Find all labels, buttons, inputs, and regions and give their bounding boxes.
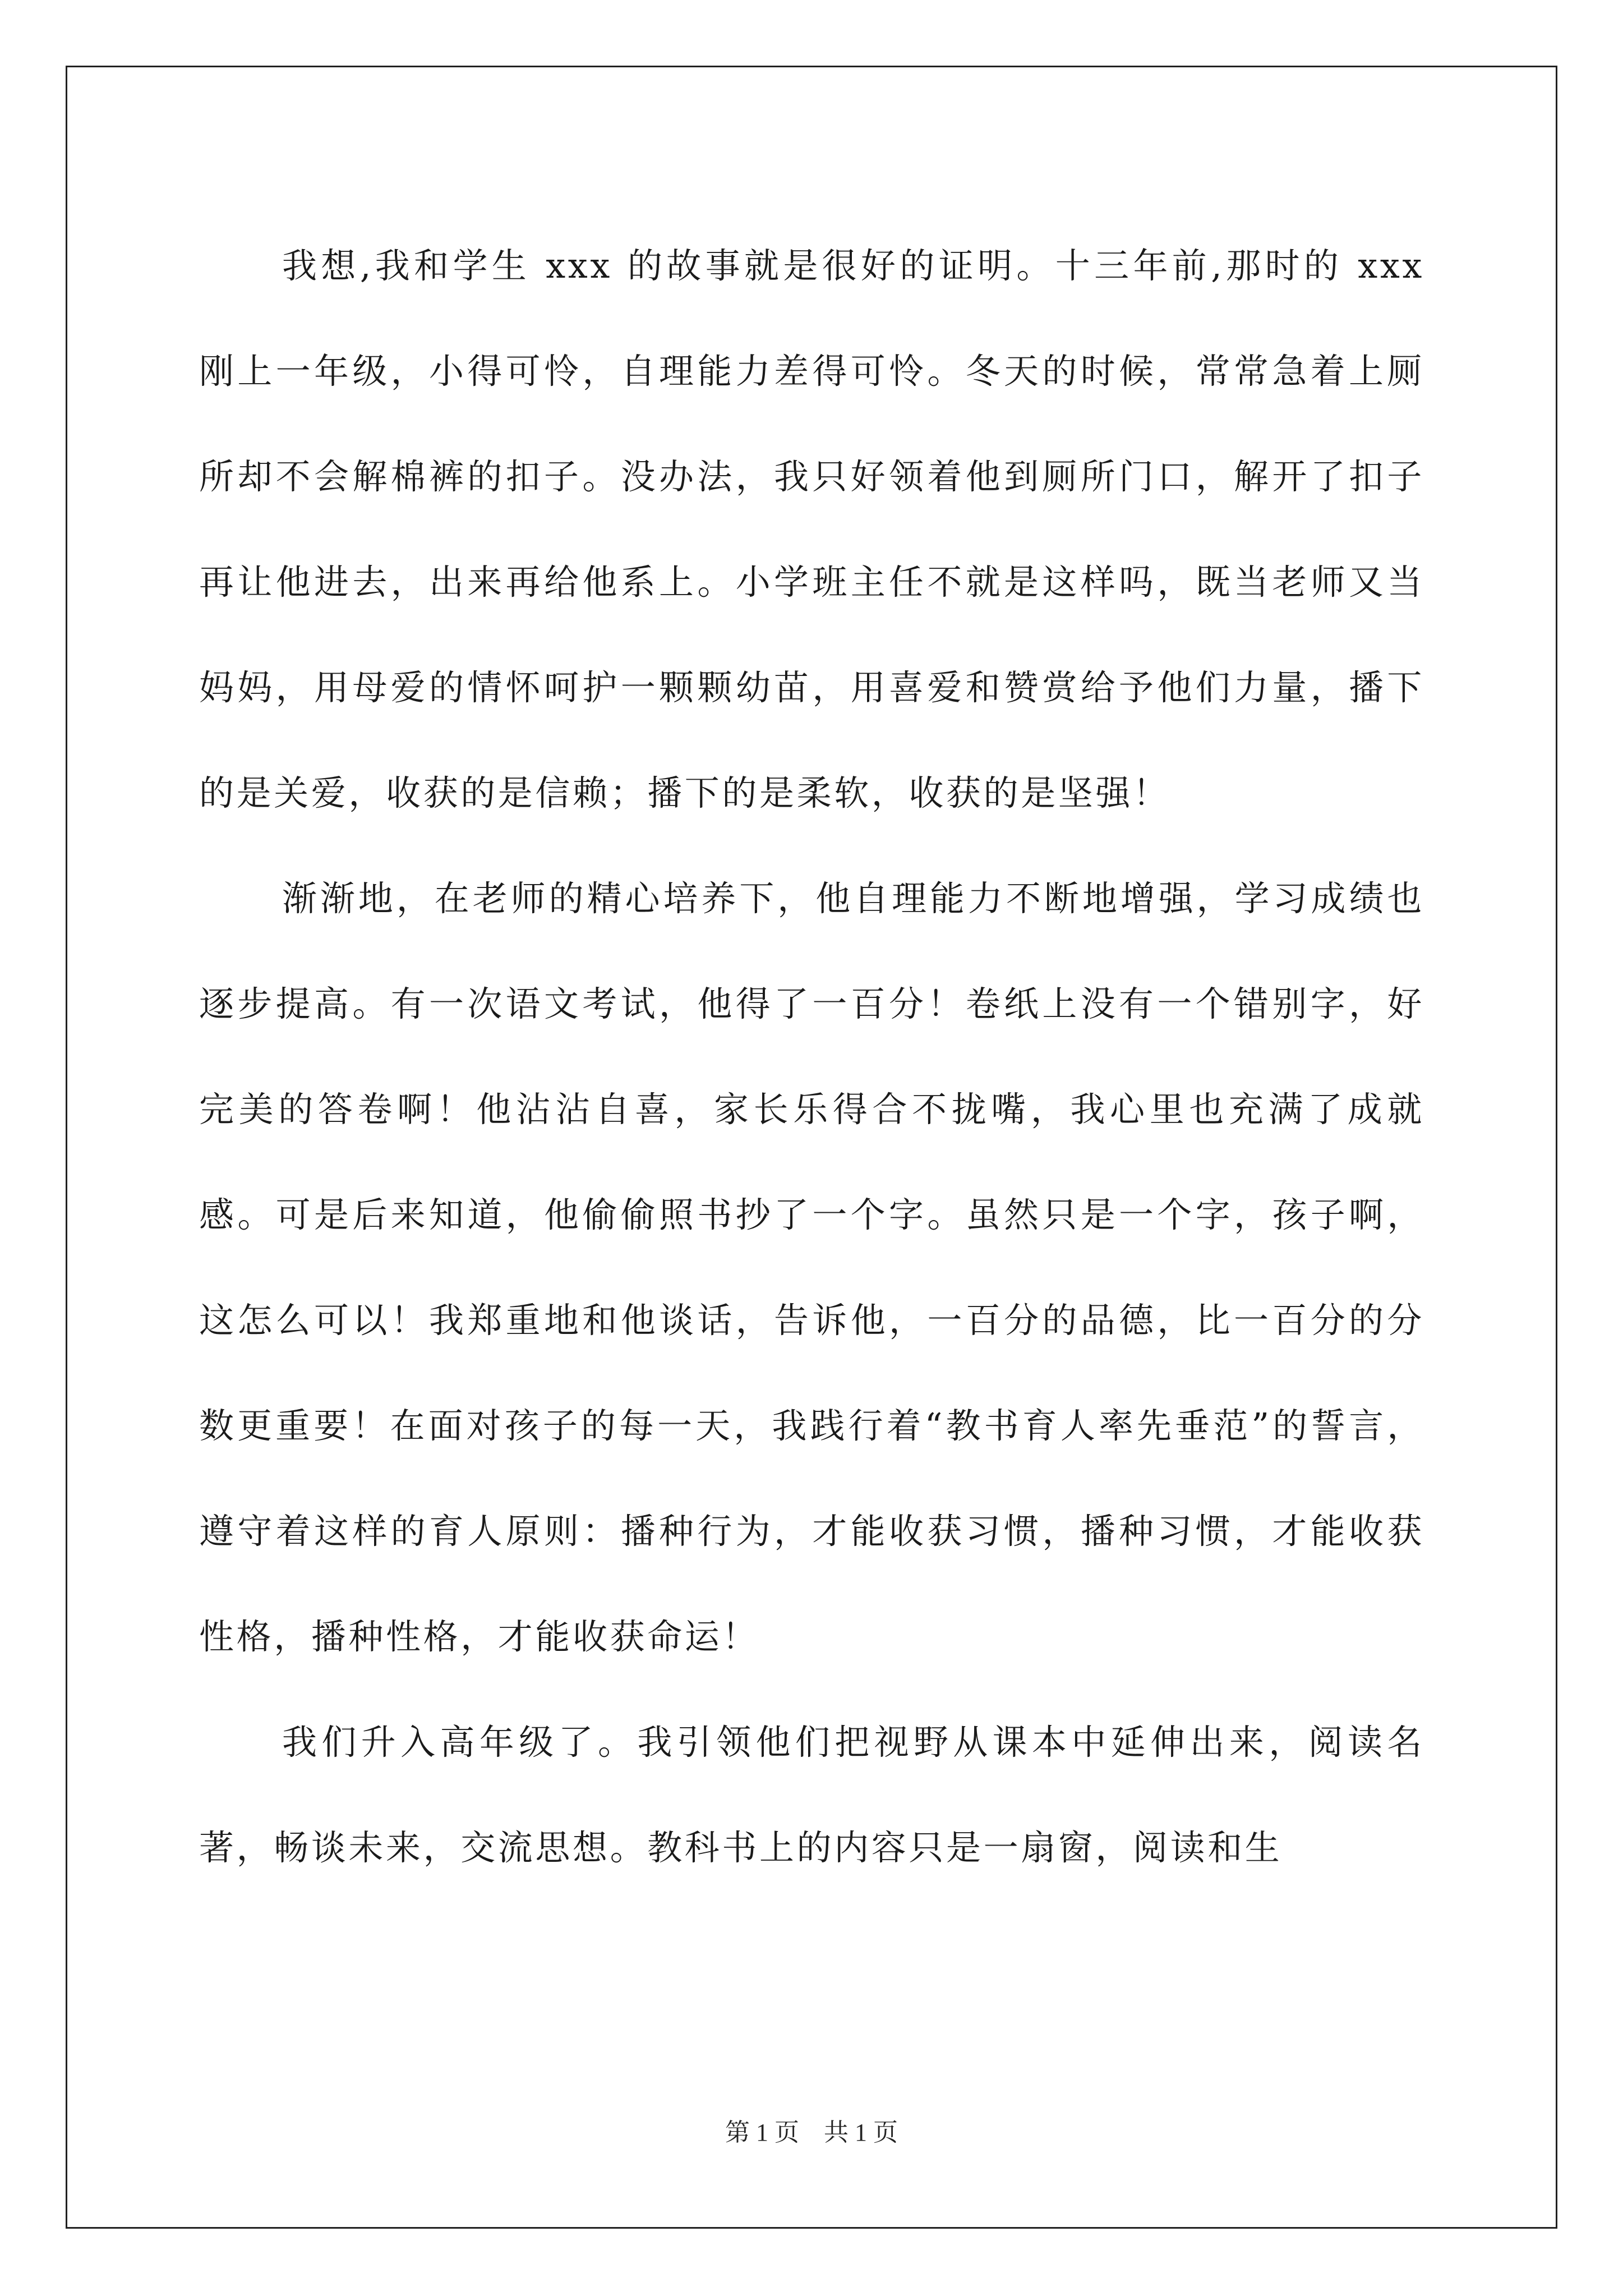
document-body xyxy=(199,213,1424,1901)
paragraph-3: 我们升入高年级了。我引领他们把视野从课本中延伸出来，阅读名著，畅谈未来，交流思想。教科书上的内容只是一扇窗，阅读和生 xyxy=(199,1722,1424,1868)
page-number: 第 1 页 xyxy=(725,2119,799,2146)
page-footer xyxy=(0,2112,1623,2148)
page-total: 共 1 页 xyxy=(824,2119,898,2146)
paragraph-1: 我想,我和学生 xxx 的故事就是很好的证明。十三年前,那时的 xxx 刚上一年级，小得可怜，自理能力差得可怜。冬天的时候，常常急着上厕所却不会解棉裤的扣子。没办法，我只好领着他到厕所门口，解开了扣子再让他进去，出来再给他系上。小学班主任不就是这样吗，既当老师又当妈妈，用母爱的情怀呵护一颗颗幼苗，用喜爱和赞赏给予他们力量，播下的是关爱，收获的是信赖；播下的是柔软，收获的是坚强！ xyxy=(199,245,1424,813)
paragraph-2: 渐渐地，在老师的精心培养下，他自理能力不断地增强，学习成绩也逐步提高。有一次语文考试，他得了一百分！卷纸上没有一个错别字，好完美的答卷啊！他沾沾自喜，家长乐得合不拢嘴，我心里也充满了成就感。可是后来知道，他偷偷照书抄了一个字。虽然只是一个字，孩子啊，这怎么可以！我郑重地和他谈话，告诉他，一百分的品德，比一百分的分数更重要！在面对孩子的每一天，我践行着“教书育人率先垂范”的誓言，遵守着这样的育人原则：播种行为，才能收获习惯，播种习惯，才能收获性格，播种性格，才能收获命运！ xyxy=(199,878,1424,1657)
